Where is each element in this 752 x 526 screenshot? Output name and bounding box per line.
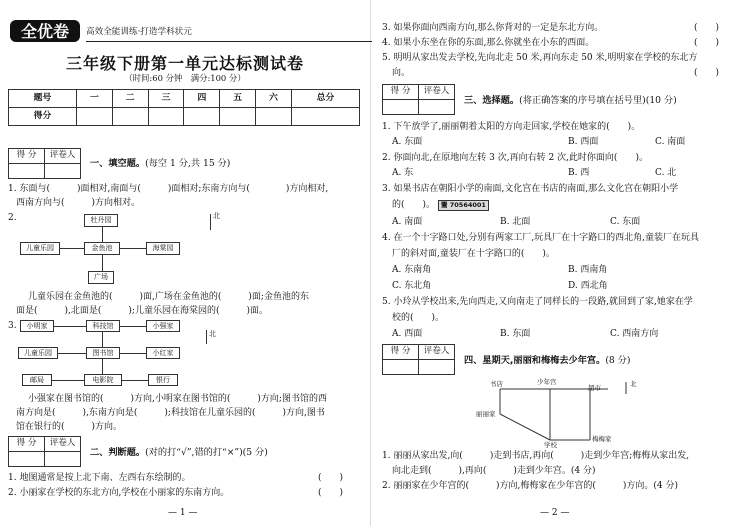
score-cell[interactable] xyxy=(112,108,148,126)
grader-score-label: 得 分 xyxy=(383,85,419,100)
s3-q2-opt-a[interactable]: A. 东 xyxy=(392,168,414,178)
s3-q3-opt-c[interactable]: C. 东面 xyxy=(610,217,641,227)
grader-score-label: 得 分 xyxy=(9,149,45,164)
s1-q2-line2: 面是( ),北面是( );儿童乐园在海棠园的( )面。 xyxy=(16,306,268,316)
section1-note: (每空 1 分,共 15 分) xyxy=(145,158,231,169)
brand-logo xyxy=(8,16,82,46)
score-table-score-row xyxy=(9,108,360,126)
s3-q4-line2: 厂的斜对面,童装厂在十字路口的( )。 xyxy=(392,249,555,259)
section2-title xyxy=(90,447,268,459)
score-header: 四 xyxy=(184,90,220,108)
s2-q5-line2: 向。 xyxy=(392,68,411,78)
s2-q5-line1: 5. 明明从家出发去学校,先向北走 50 米,再向东走 50 米,明明家在学校的东北方 xyxy=(382,53,698,63)
q2-map-ertong: 儿童乐园 xyxy=(20,242,60,255)
q3-map-xiaoming: 小明家 xyxy=(20,320,54,332)
q3-map-ertong: 儿童乐园 xyxy=(18,347,58,359)
brand-slogan: 高效全能训练·打造学科状元 xyxy=(86,27,372,42)
section1-title-text: 一、填空题。 xyxy=(90,158,146,169)
grader-score-cell[interactable] xyxy=(383,360,419,375)
score-cell[interactable] xyxy=(76,108,112,126)
logo-text: 全优卷 xyxy=(20,22,70,41)
map-label-meimei-home: 梅梅家 xyxy=(592,435,612,443)
s2-q4: 4. 如果小东坐在你的东面,那么你就坐在小东的西面。 xyxy=(382,38,595,48)
s3-q1-opt-c[interactable]: C. 南面 xyxy=(655,137,686,147)
s4-q2: 2. 丽丽家在少年宫的( )方向,梅梅家在少年宫的( )方向。(4 分) xyxy=(382,481,678,491)
page-number-left: — 1 — xyxy=(168,508,198,518)
grader-reviewer-cell[interactable] xyxy=(45,452,81,467)
q2-map-haitang: 海棠园 xyxy=(146,242,180,255)
map-label-lili-home: 丽丽家 xyxy=(476,410,496,418)
score-header: 一 xyxy=(76,90,112,108)
map-label-youth-palace: 少年宫 xyxy=(537,378,557,386)
s3-q1-opt-a[interactable]: A. 东面 xyxy=(392,137,423,147)
question-code-badge: 鬻 70564001 xyxy=(438,200,489,211)
page-number-right: — 2 — xyxy=(540,508,570,518)
s3-q4-opt-d[interactable]: D. 西北角 xyxy=(568,281,608,291)
page-divider xyxy=(370,0,371,526)
s2-q4-answer[interactable]: ( ) xyxy=(694,38,720,48)
grader-reviewer-label: 评卷人 xyxy=(419,85,455,100)
q3-north-arrow xyxy=(206,330,207,344)
q3-north-label: 北 xyxy=(209,330,216,338)
score-row-label: 得分 xyxy=(9,108,77,126)
grader-box-section4 xyxy=(382,344,455,375)
s3-q4-opt-a[interactable]: A. 东南角 xyxy=(392,265,432,275)
s2-q1-answer[interactable]: ( ) xyxy=(318,473,344,483)
s3-q2-opt-b[interactable]: B. 西 xyxy=(568,168,590,178)
exam-title: 三年级下册第一单元达标测试卷 xyxy=(65,54,304,73)
map-label-supermarket: 超市 xyxy=(588,384,601,392)
section4-title xyxy=(464,355,630,367)
score-table xyxy=(8,89,360,126)
grader-score-label: 得 分 xyxy=(9,437,45,452)
q2-north-label: 北 xyxy=(213,212,220,220)
s1-q2-line1: 儿童乐园在金鱼池的( )面,广场在金鱼池的( )面;金鱼池的东 xyxy=(28,292,309,302)
section3-title-text: 三、选择题。 xyxy=(464,95,520,106)
grader-reviewer-cell[interactable] xyxy=(45,164,81,179)
score-cell[interactable] xyxy=(291,108,359,126)
score-cell[interactable] xyxy=(184,108,220,126)
s3-q4-line1: 4. 在一个十字路口处,分别有两家工厂,玩具厂在十字路口的西北角,童装厂在玩具 xyxy=(382,233,700,243)
s3-q4-opt-b[interactable]: B. 西南角 xyxy=(568,265,608,275)
s3-q5-opt-a[interactable]: A. 西面 xyxy=(392,329,423,339)
grader-reviewer-label: 评卷人 xyxy=(45,149,81,164)
grader-score-label: 得 分 xyxy=(383,345,419,360)
score-table-header-row xyxy=(9,90,360,108)
grader-score-cell[interactable] xyxy=(383,100,419,115)
s3-q2: 2. 你面向北,在原地向左转 3 次,再向右转 2 次,此时你面向( )。 xyxy=(382,153,648,163)
score-cell[interactable] xyxy=(220,108,256,126)
grader-box-section2 xyxy=(8,436,81,467)
score-header: 二 xyxy=(112,90,148,108)
q2-map-guangchang: 广场 xyxy=(88,271,114,284)
s1-q1-line2: 西南方向与( )方向相对。 xyxy=(16,198,141,208)
grader-reviewer-cell[interactable] xyxy=(419,360,455,375)
s1-q1-line1: 1. 东面与( )面相对,南面与( )面相对;东南方向与( )方向相对, xyxy=(8,184,329,194)
score-header: 三 xyxy=(148,90,184,108)
section3-title xyxy=(464,95,677,107)
map-label-school: 学校 xyxy=(544,441,557,449)
grader-box-section1 xyxy=(8,148,81,179)
s2-q2-answer[interactable]: ( ) xyxy=(318,488,344,498)
s3-q5-line1: 5. 小玲从学校出来,先向西走,又向南走了同样长的一段路,就回到了家,她家在学 xyxy=(382,297,693,307)
grader-score-cell[interactable] xyxy=(9,452,45,467)
q3-map-dianying: 电影院 xyxy=(84,374,122,386)
s2-q1: 1. 地图通常是按上北下南、左西右东绘制的。 xyxy=(8,473,191,483)
score-header: 题号 xyxy=(9,90,77,108)
s3-q3-opt-a[interactable]: A. 南面 xyxy=(392,217,423,227)
s1-q3-line3: 馆在银行的( )方向。 xyxy=(16,422,123,432)
q3-map-tushu: 图书馆 xyxy=(86,347,120,359)
score-cell[interactable] xyxy=(256,108,292,126)
section4-title-text: 四、星期天,丽丽和梅梅去少年宫。 xyxy=(464,355,606,366)
s2-q3-answer[interactable]: ( ) xyxy=(694,23,720,33)
score-header: 五 xyxy=(220,90,256,108)
score-cell[interactable] xyxy=(148,108,184,126)
s3-q1-opt-b[interactable]: B. 西面 xyxy=(568,137,599,147)
s1-q3-number: 3. xyxy=(8,321,17,331)
grader-score-cell[interactable] xyxy=(9,164,45,179)
q3-map-xiaohong: 小红家 xyxy=(146,347,180,359)
q2-map-mudan: 牡丹园 xyxy=(84,214,118,227)
s2-q3: 3. 如果你面向西南方向,那么你背对的一定是东北方向。 xyxy=(382,23,604,33)
grader-reviewer-label: 评卷人 xyxy=(45,437,81,452)
s3-q3-opt-b[interactable]: B. 北面 xyxy=(500,217,531,227)
grader-reviewer-cell[interactable] xyxy=(419,100,455,115)
section2-note: (对的打“√”,错的打“×”)(5 分) xyxy=(145,447,268,458)
s4-q1-line2: 向北走到( ),再向( )走到少年宫。(4 分) xyxy=(392,466,596,476)
q2-map-jinyuchi: 金鱼池 xyxy=(84,242,120,255)
s4-q1-line1: 1. 丽丽从家出发,向( )走到书店,再向( )走到少年宫;梅梅从家出发, xyxy=(382,451,690,461)
score-header: 总分 xyxy=(291,90,359,108)
q3-map-xiaoqiang: 小强家 xyxy=(146,320,180,332)
s1-q2-number: 2. xyxy=(8,213,17,223)
q3-map-yinhang: 银行 xyxy=(148,374,178,386)
section3-note: (将正确答案的序号填在括号里)(10 分) xyxy=(519,95,677,106)
s1-q3-line1: 小强家在图书馆的( )方向,小明家在图书馆的( )方向;图书馆的西 xyxy=(28,394,327,404)
grader-reviewer-label: 评卷人 xyxy=(419,345,455,360)
map-label-bookstore: 书店 xyxy=(490,380,503,388)
s3-q2-opt-c[interactable]: C. 北 xyxy=(655,168,677,178)
section2-title-text: 二、判断题。 xyxy=(90,447,146,458)
s3-q5-opt-b[interactable]: B. 东面 xyxy=(500,329,531,339)
s3-q1: 1. 下午放学了,丽丽朝着太阳的方向走回家,学校在她家的( )。 xyxy=(382,122,641,132)
s1-q3-line2: 南方向是( ),东南方向是( );科技馆在儿童乐园的( )方向,图书 xyxy=(16,408,325,418)
s3-q5-opt-c[interactable]: C. 西南方向 xyxy=(610,329,659,339)
exam-subtitle: （时间:60 分钟 满分:100 分） xyxy=(124,73,246,83)
q3-map-keji: 科技馆 xyxy=(86,320,120,332)
s3-q3-line2: 的( )。 xyxy=(392,200,436,210)
score-header: 六 xyxy=(256,90,292,108)
s3-q4-opt-c[interactable]: C. 东北角 xyxy=(392,281,432,291)
s2-q5-answer[interactable]: ( ) xyxy=(694,68,720,78)
s2-q2: 2. 小丽家在学校的东北方向,学校在小丽家的东南方向。 xyxy=(8,488,230,498)
map-road-lili-school xyxy=(500,414,550,440)
q2-north-arrow xyxy=(210,214,211,230)
section1-title xyxy=(90,158,230,170)
map-label-north: 北 xyxy=(630,380,637,388)
q3-map-youju: 邮局 xyxy=(22,374,52,386)
grader-box-section3 xyxy=(382,84,455,115)
section4-note: (8 分) xyxy=(605,355,631,366)
s3-q3-line1: 3. 如果书店在朝阳小学的南面,文化宫在书店的南面,那么文化宫在朝阳小学 xyxy=(382,184,679,194)
s3-q5-line2: 校的( )。 xyxy=(392,313,445,323)
